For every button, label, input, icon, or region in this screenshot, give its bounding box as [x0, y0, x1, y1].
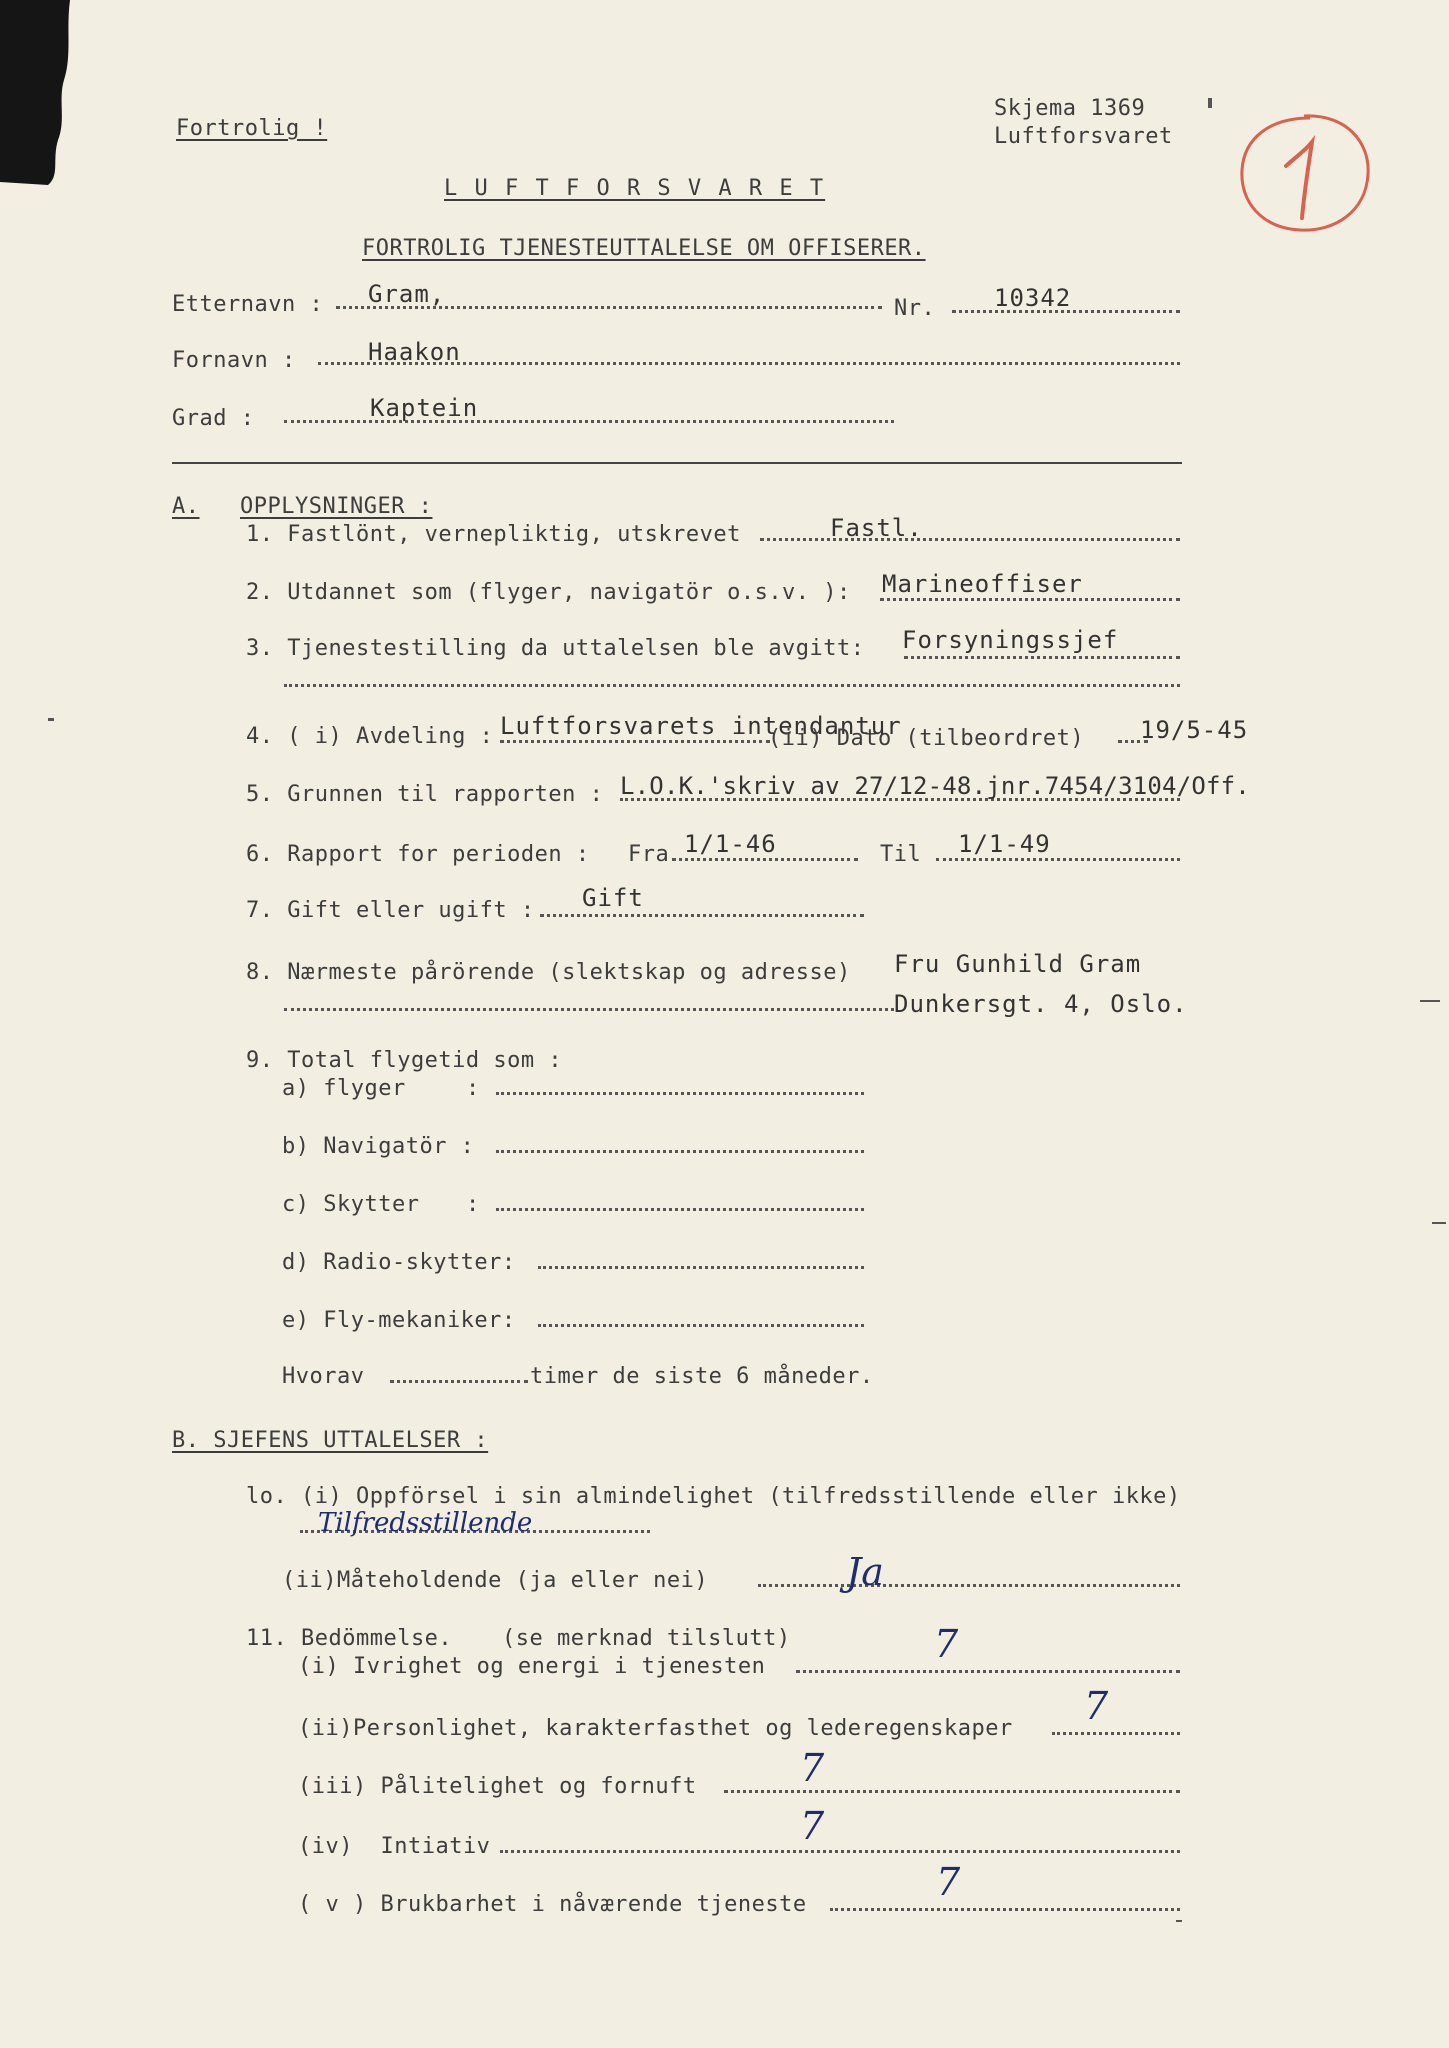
q2-dots [880, 598, 1180, 601]
q11ii-label: (ii)Personlighet, karakterfasthet og lederegenskaper [298, 1716, 1013, 1741]
surname-label: Etternavn : [172, 292, 324, 317]
q10ii-dots [758, 1584, 1180, 1587]
q9c-label: c) Skytter [282, 1192, 420, 1217]
q8-dots [284, 1008, 894, 1011]
torn-corner [0, 0, 160, 200]
bottom-tick-mark [1176, 1920, 1182, 1922]
q7-dots [540, 914, 864, 917]
form-number: Skjema 1369 [994, 96, 1146, 121]
q5-value: L.O.K.'skriv av 27/12-48.jnr.7454/3104/Off. [620, 772, 1250, 800]
hvorav-label: Hvorav [282, 1364, 365, 1389]
q9d-label: d) Radio-skytter: [282, 1250, 516, 1275]
q11v-dots [830, 1908, 1180, 1911]
q3-dots [904, 656, 1180, 659]
q9c-colon: : [466, 1192, 480, 1217]
q11ii-dots [1052, 1732, 1180, 1735]
q11iv-dots [500, 1850, 1180, 1853]
q11iv-label: (iv) Intiativ [298, 1834, 491, 1859]
q6-to-dots [936, 858, 1180, 861]
q2-value: Marineoffiser [882, 570, 1083, 598]
q3-label: 3. Tjenestestilling da uttalelsen ble avgitt: [246, 636, 865, 661]
q9a-colon: : [466, 1076, 480, 1101]
nr-value: 10342 [994, 284, 1072, 312]
document-subtitle: FORTROLIG TJENESTEUTTALELSE OM OFFISERER. [362, 236, 926, 261]
q10-handwritten-value: Tilfredsstillende [318, 1508, 533, 1538]
q4-date-value: 19/5-45 [1140, 716, 1249, 744]
q9c-dots [496, 1208, 864, 1211]
q9e-dots [538, 1324, 864, 1327]
q1-label: 1. Fastlönt, vernepliktig, utskrevet [246, 522, 741, 547]
q4-date-label: (ii) Dato (tilbeordret) [768, 726, 1085, 751]
q10ii-handwritten-value: Ja [846, 1550, 884, 1594]
section-divider [172, 462, 1182, 464]
q6-to-label: Til [880, 842, 922, 867]
right-edge-mark [1420, 1000, 1440, 1002]
q8-value-line2: Dunkersgt. 4, Oslo. [894, 990, 1188, 1018]
q9-label: 9. Total flygetid som : [246, 1048, 563, 1073]
q4-dots [500, 740, 770, 743]
q9b-label: b) Navigatör : [282, 1134, 475, 1159]
q5-label: 5. Grunnen til rapporten : [246, 782, 604, 807]
q4-value: Luftforsvarets intendantur [500, 712, 902, 740]
nr-label: Nr. [894, 296, 936, 321]
q6-label: 6. Rapport for perioden : [246, 842, 590, 867]
q9a-dots [496, 1092, 864, 1095]
hvorav-dots [390, 1380, 528, 1383]
q8-value-line1: Fru Gunhild Gram [894, 950, 1142, 978]
section-a-heading: OPPLYSNINGER : [240, 494, 433, 519]
q9a-label: a) flyger [282, 1076, 406, 1101]
q11iii-dots [724, 1790, 1180, 1793]
q4-label: 4. ( i) Avdeling : [246, 724, 494, 749]
right-edge-mark-2 [1432, 1222, 1446, 1224]
hvorav-suffix: timer de siste 6 måneder. [530, 1364, 874, 1389]
q11ii-handwritten-value: 7 [1084, 1684, 1109, 1728]
q11v-handwritten-value: 7 [936, 1860, 961, 1904]
branch-name: Luftforsvaret [994, 124, 1173, 149]
q11i-handwritten-value: 7 [934, 1622, 959, 1666]
ink-dot [1208, 98, 1212, 108]
circled-page-number-stamp [1234, 108, 1374, 238]
q11iii-handwritten-value: 7 [800, 1746, 825, 1790]
q11iii-label: (iii) Pålitelighet og fornuft [298, 1774, 697, 1799]
rank-value: Kaptein [370, 394, 479, 422]
q6-to-value: 1/1-49 [958, 830, 1051, 858]
q11i-label: (i) Ivrighet og energi i tjenesten [298, 1654, 766, 1679]
q1-dots [760, 538, 1180, 541]
q9d-dots [538, 1266, 864, 1269]
surname-value: Gram, [368, 280, 446, 308]
q6-from-value: 1/1-46 [684, 830, 777, 858]
q10ii-label: (ii)Måteholdende (ja eller nei) [282, 1568, 709, 1593]
q3-continuation-dots [284, 684, 1180, 687]
q6-from-dots [672, 858, 858, 861]
margin-mark [48, 718, 54, 721]
section-b-heading: B. SJEFENS UTTALELSER : [172, 1428, 489, 1453]
q11iv-handwritten-value: 7 [800, 1804, 825, 1848]
q7-value: Gift [582, 884, 644, 912]
q10-label: lo. (i) Oppförsel i sin almindelighet (tilfredsstillende eller ikke) [246, 1484, 1181, 1509]
q7-label: 7. Gift eller ugift : [246, 898, 535, 923]
q11-label: 11. Bedömmelse. [246, 1626, 453, 1651]
q11v-label: ( v ) Brukbarhet i nåværende tjeneste [298, 1892, 807, 1917]
q3-value: Forsyningssjef [902, 626, 1119, 654]
rank-label: Grad : [172, 406, 255, 431]
q8-label: 8. Nærmeste pårörende (slektskap og adresse) [246, 960, 851, 985]
q11-note: (se merknad tilslutt) [502, 1626, 791, 1651]
q11i-dots [796, 1670, 1180, 1673]
q2-label: 2. Utdannet som (flyger, navigatör o.s.v. ): [246, 580, 851, 605]
document-title: L U F T F O R S V A R E T [444, 176, 826, 201]
confidential-label: Fortrolig ! [176, 116, 328, 141]
q9b-dots [496, 1150, 864, 1153]
q9e-label: e) Fly-mekaniker: [282, 1308, 516, 1333]
q6-from-label: Fra [628, 842, 670, 867]
firstname-value: Haakon [368, 338, 461, 366]
firstname-label: Fornavn : [172, 348, 296, 373]
section-a-letter: A. [172, 494, 200, 519]
q1-value: Fastl. [830, 514, 923, 542]
